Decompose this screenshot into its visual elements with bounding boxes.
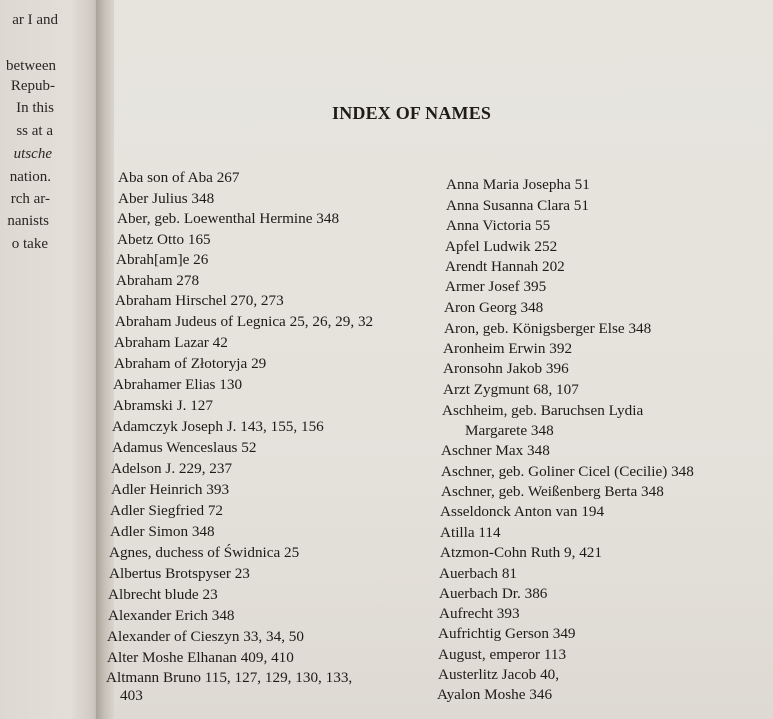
index-entry: Aufrecht 393	[439, 605, 520, 622]
left-page-line: In this	[16, 100, 54, 116]
left-page-line: nanists	[7, 213, 49, 229]
left-page-line: nation.	[9, 169, 51, 185]
index-entry: Abraham Lazar 42	[114, 334, 228, 351]
index-entry-continuation: 403	[120, 687, 143, 704]
index-entry: Atilla 114	[440, 524, 501, 541]
index-entry: Atzmon-Cohn Ruth 9, 421	[440, 544, 602, 561]
index-entry: Abraham of Złotoryja 29	[114, 355, 267, 372]
index-entry: August, emperor 113	[438, 646, 567, 663]
index-entry: Anna Victoria 55	[446, 217, 551, 234]
index-entry: Adler Heinrich 393	[111, 481, 230, 498]
left-page-line: ss at a	[16, 123, 53, 139]
index-entry: Aber, geb. Loewenthal Hermine 348	[117, 210, 340, 227]
index-entry: Aron Georg 348	[444, 299, 544, 316]
index-entry: Adler Simon 348	[110, 523, 215, 540]
left-page-line: ar I and	[12, 12, 58, 28]
index-entry: Albrecht blude 23	[108, 586, 218, 603]
index-entry: Abraham 278	[116, 272, 200, 289]
index-entry: Austerlitz Jacob 40,	[438, 666, 560, 683]
index-entry: Abrah[am]e 26	[116, 251, 209, 268]
index-entry: Alter Moshe Elhanan 409, 410	[107, 649, 294, 666]
index-entry: Arzt Zygmunt 68, 107	[443, 381, 579, 398]
index-entry: Aba son of Aba 267	[118, 169, 240, 186]
index-entry: Ayalon Moshe 346	[437, 686, 553, 703]
left-page-edge	[0, 0, 100, 719]
index-entry: Aschner, geb. Goliner Cicel (Cecilie) 348	[441, 463, 694, 480]
index-entry: Albertus Brotspyser 23	[109, 565, 250, 582]
index-entry: Adamus Wenceslaus 52	[112, 439, 257, 456]
left-page-line: Repub-	[10, 78, 55, 94]
index-entry: Adler Siegfried 72	[110, 502, 224, 519]
left-page-line: between	[6, 58, 56, 74]
index-entry: Anna Susanna Clara 51	[446, 197, 589, 214]
left-page-line: rch ar-	[10, 191, 50, 207]
index-entry: Altmann Bruno 115, 127, 129, 130, 133,	[106, 669, 353, 686]
page-title: INDEX OF NAMES	[332, 103, 492, 123]
index-entry: Aber Julius 348	[118, 190, 215, 207]
left-page-line: o take	[11, 236, 48, 252]
index-entry: Aufrichtig Gerson 349	[438, 625, 576, 642]
index-entry: Arendt Hannah 202	[445, 258, 565, 275]
index-entry: Abraham Hirschel 270, 273	[115, 292, 284, 309]
index-entry: Adamczyk Joseph J. 143, 155, 156	[112, 418, 324, 435]
index-entry: Abraham Judeus of Legnica 25, 26, 29, 32	[115, 313, 374, 330]
index-entry: Armer Josef 395	[445, 278, 547, 295]
index-entry: Aronheim Erwin 392	[443, 340, 573, 357]
index-entry: Abrahamer Elias 130	[113, 376, 243, 393]
index-entry: Aschheim, geb. Baruchsen Lydia	[442, 402, 644, 419]
index-entry: Abramski J. 127	[113, 397, 213, 414]
index-entry: Asseldonck Anton van 194	[440, 503, 605, 520]
index-entry: Aron, geb. Königsberger Else 348	[444, 320, 652, 337]
index-entry-continuation: Margarete 348	[465, 422, 554, 439]
index-entry: Alexander of Cieszyn 33, 34, 50	[107, 628, 304, 645]
left-page-line: utsche	[13, 146, 52, 162]
index-entry: Aschner, geb. Weißenberg Berta 348	[441, 483, 664, 500]
index-entry: Auerbach Dr. 386	[439, 585, 548, 602]
index-entry: Adelson J. 229, 237	[111, 460, 233, 477]
index-entry: Anna Maria Josepha 51	[446, 176, 590, 193]
index-entry: Abetz Otto 165	[117, 231, 211, 248]
index-entry: Aronsohn Jakob 396	[443, 360, 569, 377]
index-entry: Aschner Max 348	[441, 442, 550, 459]
index-entry: Auerbach 81	[439, 565, 518, 582]
index-entry: Apfel Ludwik 252	[445, 238, 558, 255]
index-entry: Agnes, duchess of Świdnica 25	[109, 544, 300, 561]
index-entry: Alexander Erich 348	[108, 607, 235, 624]
